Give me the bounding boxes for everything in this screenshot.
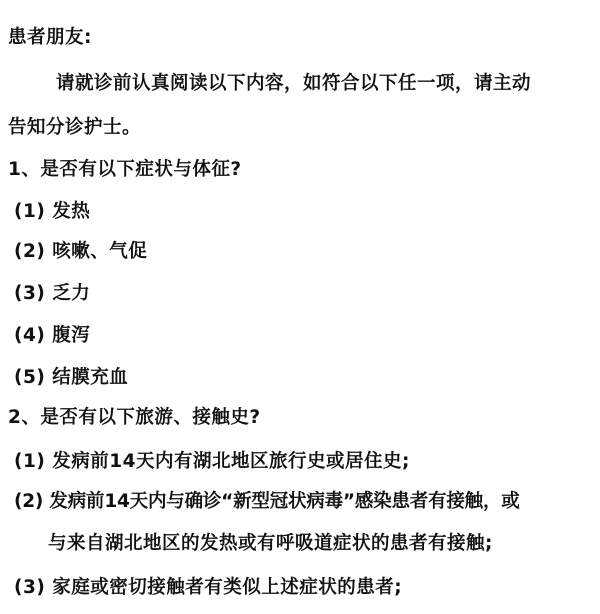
symptom-item: (4) 腹泻	[14, 325, 91, 346]
contact-item: (1) 发病前14天内有湖北地区旅行史或居住史;	[14, 451, 410, 472]
section-1-heading: 1、是否有以下症状与体征?	[8, 159, 242, 180]
symptom-item: (5) 结膜充血	[14, 367, 129, 388]
contact-item: (2) 发病前14天内与确诊“新型冠状病毒”感染患者有接触，或	[14, 491, 520, 512]
section-2-heading: 2、是否有以下旅游、接触史?	[8, 407, 261, 428]
intro-line-2: 告知分诊护士。	[8, 117, 142, 138]
greeting: 患者朋友:	[8, 27, 92, 48]
contact-item: (3) 家庭或密切接触者有类似上述症状的患者;	[14, 577, 403, 598]
symptom-item: (1) 发热	[14, 201, 91, 222]
intro-line-1: 请就诊前认真阅读以下内容，如符合以下任一项，请主动	[56, 73, 532, 94]
symptom-item: (2) 咳嗽、气促	[14, 241, 148, 262]
symptom-item: (3) 乏力	[14, 283, 91, 304]
contact-item-continuation: 与来自湖北地区的发热或有呼吸道症状的患者有接触;	[48, 533, 493, 554]
